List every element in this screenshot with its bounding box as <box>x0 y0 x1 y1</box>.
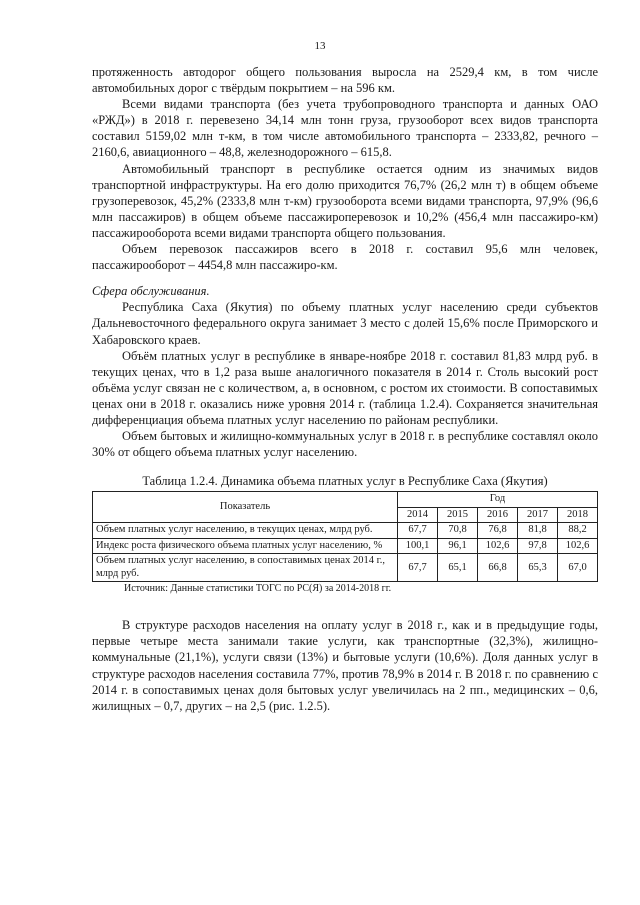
page-number: 13 <box>314 40 326 52</box>
table-cell: 96,1 <box>438 538 478 554</box>
table-year-cell: 2017 <box>518 507 558 523</box>
table-cell: 65,1 <box>438 554 478 582</box>
table-cell: 102,6 <box>558 538 598 554</box>
table-cell: 102,6 <box>478 538 518 554</box>
table-cell: 88,2 <box>558 523 598 539</box>
paragraph-passenger-traffic: Объем перевозок пассажиров всего в 2018 г. составил 95,6 млн человек, пассажирооборот – 4454,8 млн пассажиро-км. <box>92 242 598 273</box>
table-cell: 81,8 <box>518 523 558 539</box>
paragraph-region-rank: Республика Саха (Якутия) по объему платных услуг населению среди субъектов Дальневосточного федерального округа занимает 3 место с долей 15,6% после Приморского и Хабаровского краев. <box>92 300 598 347</box>
table-row <box>93 554 598 582</box>
table-row-label: Индекс роста физического объема платных услуг населению, % <box>93 538 398 554</box>
table-year-cell: 2018 <box>558 507 598 523</box>
table-year-cell: 2015 <box>438 507 478 523</box>
paragraph-expense-structure: В структуре расходов населения на оплату услуг в 2018 г., как и в предыдущие годы, первые четыре места занимали такие услуги, как транспортные (32,3%), жилищно-коммунальные (21,1%), услуги связи (13%) и бытовые услуги (10,6%). Доля данных услуг в структуре расходов населения составила 77%, против 78,9% в 2014 г. В 2018 г. по сравнению с 2014 г. в сопоставимых ценах доля бытовых услуг увеличилась на 2 пп., медицинских – 0,6, жилищных – 0,7, других – на 2,5 (рис. 1.2.5). <box>92 618 598 713</box>
table-row-label: Объем платных услуг населению, в текущих ценах, млрд руб. <box>93 523 398 539</box>
table-cell: 65,3 <box>518 554 558 582</box>
table-caption: Таблица 1.2.4. Динамика объема платных услуг в Республике Саха (Якутия) <box>142 474 548 489</box>
table-cell: 67,7 <box>398 554 438 582</box>
spacer <box>92 273 598 283</box>
table-cell: 97,8 <box>518 538 558 554</box>
spacer <box>92 595 598 617</box>
document-body <box>92 64 598 714</box>
table-cell: 67,7 <box>398 523 438 539</box>
section-title-services: Сфера обслуживания. <box>92 284 210 299</box>
table-header-indicator: Показатель <box>93 492 398 523</box>
table-row-label: Объем платных услуг населению, в сопоставимых ценах 2014 г., млрд руб. <box>93 554 398 582</box>
paragraph-road-length: протяженность автодорог общего пользования выросла на 2529,4 км, в том числе автомобильных дорог с твёрдым покрытием – на 596 км. <box>92 65 598 96</box>
table-row <box>93 538 598 554</box>
table-cell: 66,8 <box>478 554 518 582</box>
table-source-note: Источник: Данные статистики ТОГС по РС(Я) за 2014-2018 гг. <box>124 583 392 595</box>
table-cell: 67,0 <box>558 554 598 582</box>
table-row <box>93 523 598 539</box>
paragraph-household-services: Объем бытовых и жилищно-коммунальных услуг в 2018 г. в республике составлял около 30% от общего объема платных услуг населению. <box>92 429 598 460</box>
table-header-row <box>93 492 598 508</box>
paragraph-paid-services-volume: Объём платных услуг в республике в январе-ноябре 2018 г. составил 81,83 млрд руб. в текущих ценах, что в 1,2 раза выше аналогичного показателя в 2014 г. Столь высокий рост объёма услуг связан не с количеством, а, в основном, с ростом их стоимости. В сопоставимых ценах они в 2018 г. оказались ниже уровня 2014 г. (таблица 1.2.4). Сохраняется значительная дифференциация объема платных услуг населению по районам республики. <box>92 348 598 427</box>
paragraph-road-transport-share: Автомобильный транспорт в республике остается одним из значимых видов транспортной инфраструктуры. На его долю приходится 76,7% (26,2 млн т) в общем объеме грузоперевозок, 45,2% (2333,8 млн т-км) грузооборота всеми видами транспорта, 97,9% (96,6 млн пассажиров) в общем объеме пассажироперевозок и 10,2% (456,4 млн пассажиро-км) пассажирооборота всеми видами транспорта общего пользования. <box>92 161 598 240</box>
table-header-year: Год <box>398 492 598 508</box>
table-year-cell: 2016 <box>478 507 518 523</box>
paid-services-table <box>92 491 598 582</box>
spacer <box>92 460 598 474</box>
paragraph-freight-all-transport: Всеми видами транспорта (без учета трубопроводного транспорта и данных ОАО «РЖД») в 2018 г. перевезено 34,14 млн тонн груза, грузооборот всех видов транспорта составил 5159,02 млн т-км, в том числе автомобильного транспорта – 2333,82, речного – 2160,6, авиационного – 48,8, железнодорожного – 615,8. <box>92 97 598 160</box>
table-cell: 70,8 <box>438 523 478 539</box>
table-cell: 76,8 <box>478 523 518 539</box>
table-cell: 100,1 <box>398 538 438 554</box>
table-year-cell: 2014 <box>398 507 438 523</box>
